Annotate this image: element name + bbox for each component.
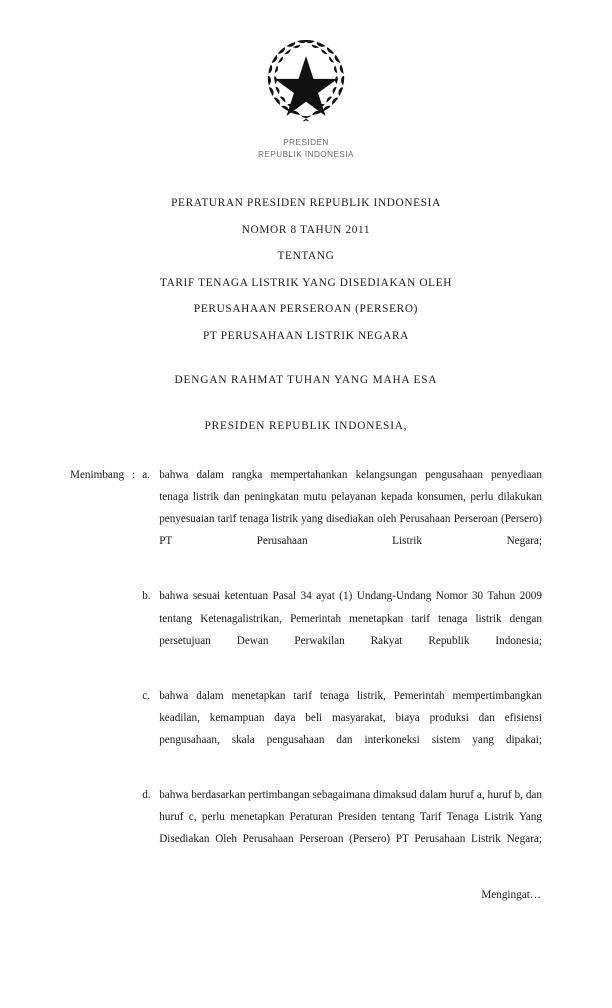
blessing-line: DENGAN RAHMAT TUHAN YANG MAHA ESA xyxy=(174,374,438,386)
list-item-marker: c. xyxy=(142,689,150,702)
regulation-number: NOMOR 8 TAHUN 2011 xyxy=(241,223,371,236)
subject-line-1: TARIF TENAGA LISTRIK YANG DISEDIAKAN OLEH xyxy=(159,276,453,289)
considerations-label: Menimbang xyxy=(70,469,125,481)
document-title-block xyxy=(0,190,612,349)
list-item xyxy=(142,464,542,574)
list-item xyxy=(142,585,542,673)
considerations-block xyxy=(70,464,542,906)
list-item-text: bahwa dalam rangka mempertahankan kelangsungan pengusahaan penyediaan tenaga listrik dan peningkatan mutu pelayanan kepada konsumen, perlu dilakukan penyesuaian tarif tenaga listrik yang disediakan oleh Perusahaan Perseroan (Persero) PT Perusahaan Listrik Negara; xyxy=(159,469,542,548)
list-item-marker: a. xyxy=(142,469,150,481)
list-item-marker: d. xyxy=(142,789,151,802)
list-item xyxy=(142,685,542,773)
list-item-text: bahwa sesuai ketentuan Pasal 34 ayat (1) Undang-Undang Nomor 30 Tahun 2009 tentang Ketenagalistrikan, Pemerintah menetapkan tarif tenaga listrik dengan persetujuan Dewan Perwakilan Rakyat Republik Indonesia; xyxy=(159,590,542,647)
about-label: TENTANG xyxy=(277,250,335,262)
emblem-caption-line-2: REPUBLIK INDONESIA xyxy=(258,149,354,159)
subject-line-2: PERUSAHAAN PERSEROAN (PERSERO) xyxy=(193,303,419,315)
subject-line-3: PT PERUSAHAAN LISTRIK NEGARA xyxy=(203,329,409,342)
decree-heading-block xyxy=(0,371,612,436)
list-item-marker: b. xyxy=(142,590,151,603)
authority-line: PRESIDEN REPUBLIK INDONESIA, xyxy=(204,420,408,432)
garuda-star-wreath-emblem xyxy=(257,34,355,132)
considerations-row xyxy=(70,464,542,906)
page-title: PERATURAN PRESIDEN REPUBLIK INDONESIA xyxy=(171,197,441,209)
emblem-block xyxy=(0,34,612,160)
emblem-caption-line-1: PRESIDEN xyxy=(283,138,329,147)
considerations-separator: : xyxy=(132,469,136,481)
emblem-caption xyxy=(0,137,612,160)
considerations-list xyxy=(142,464,542,906)
list-item xyxy=(142,784,542,872)
continuation-note: Mengingat… xyxy=(481,888,541,901)
list-item-text: bahwa dalam menetapkan tarif tenaga listrik, Pemerintah mempertimbangkan keadilan, kemampuan daya beli masyarakat, biaya produksi dan efisiensi pengusahaan, skala pengusahaan dan interkoneksi sistem yang dipakai; xyxy=(159,689,542,747)
list-item-text: bahwa berdasarkan pertimbangan sebagaimana dimaksud dalam huruf a, huruf b, dan huruf c, perlu menetapkan Peraturan Presiden tentang Tarif Tenaga Listrik Yang Disediakan Oleh Perusahaan Perseroan (Persero) PT Perusahaan Listrik Negara; xyxy=(159,789,542,846)
